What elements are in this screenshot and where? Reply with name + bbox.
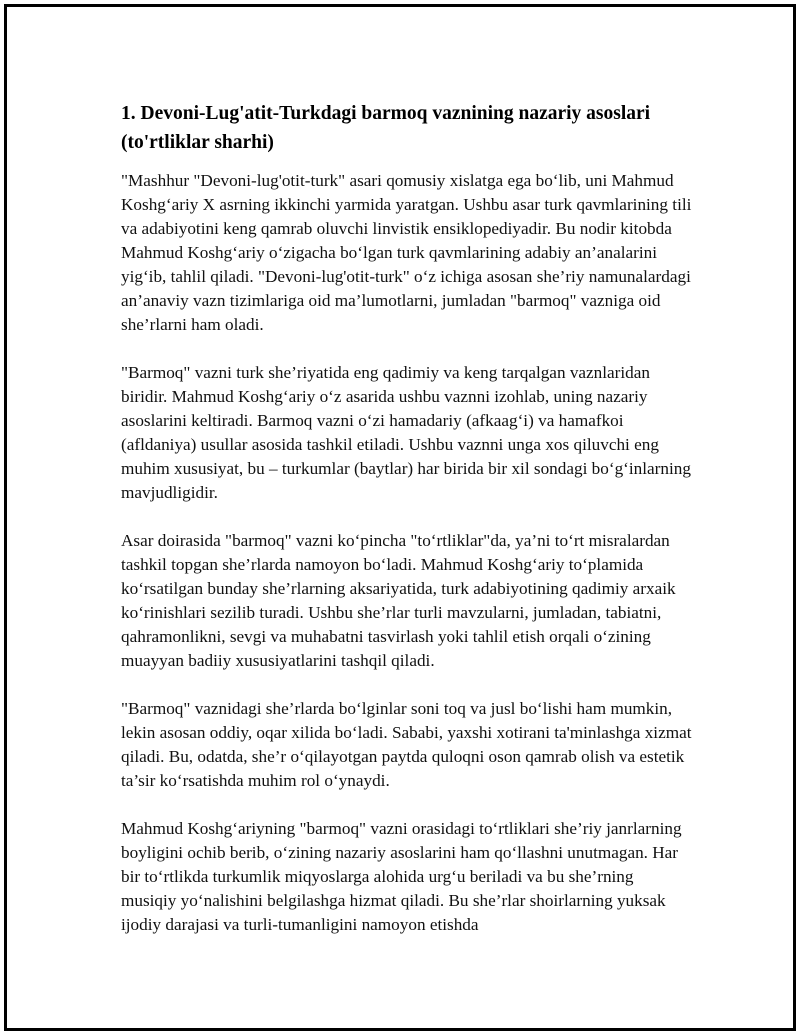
paragraph-1: "Mashhur "Devoni-lug'otit-turk" asari qomusiy xislatga ega bo‘lib, uni Mahmud Koshg‘ariy X asrning ikkinchi yarmida yaratgan. Ushbu asar turk qavmlarining tili va adabiyotini keng qamrab oluvchi linvistik ensiklopediyadir. Bu nodir kitobda Mahmud Koshg‘ariy o‘zigacha bo‘lgan turk qavmlarining adabiy an’analarini yig‘ib, tahlil qiladi. "Devoni-lug'otit-turk" o‘z ichiga asosan she’riy namunalardagi an’anaviy vazn tizimlariga oid ma’lumotlarni, jumladan "barmoq" vazniga oid she’rlarni ham oladi. bbox=[121, 171, 692, 334]
paragraph-2: "Barmoq" vazni turk she’riyatida eng qadimiy va keng tarqalgan vaznlaridan biridir. Mahmud Koshg‘ariy o‘z asarida ushbu vaznni izohlab, uning nazariy asoslarini keltiradi. Barmoq vazni o‘zi hamadariy (afkaag‘i) va hamafkoi (afldaniya) usullar asosida tashkil etiladi. Ushbu vaznni unga xos qiluvchi eng muhim xususiyat, bu – turkumlar (baytlar) har birida bir xil sondagi bo‘g‘inlarning mavjudligidir. bbox=[121, 363, 691, 502]
document-body bbox=[121, 99, 693, 961]
paragraph-4: "Barmoq" vaznidagi she’rlarda bo‘lginlar soni toq va jusl bo‘lishi ham mumkin, lekin asosan oddiy, oqar xilida bo‘ladi. Sababi, yaxshi xotirani ta'minlashga xizmat qiladi. Bu, odatda, she’r o‘qilayotgan paytda quloqni oson qamrab olish va estetik ta’sir ko‘rsatishda muhim rol o‘ynaydi. bbox=[121, 699, 692, 790]
paragraph-3: Asar doirasida "barmoq" vazni ko‘pincha "to‘rtliklar"da, ya’ni to‘rt misralardan tashkil topgan she’rlarda namoyon bo‘ladi. Mahmud Koshg‘ariy to‘plamida ko‘rsatilgan bunday she’rlarning aksariyatida, turk adabiyotining qadimiy arxaik ko‘rinishlari sezilib turadi. Ushbu she’rlar turli mavzularni, jumladan, tabiatni, qahramonlikni, sevgi va muhabatni tasvirlash yoki tahlil etish orqali o‘zining muayyan badiiy xususiyatlarini tashqil qiladi. bbox=[121, 531, 676, 670]
paragraph-5: Mahmud Koshg‘ariyning "barmoq" vazni orasidagi to‘rtliklari she’riy janrlarning boyligini ochib berib, o‘zining nazariy asoslarini ham qo‘llashni unutmagan. Har bir to‘rtlikda turkumlik miqyoslarga alohida urg‘u beriladi va bu she’rning musiqiy yo‘nalishini belgilashga hizmat qiladi. Bu she’rlar shoirlarning yuksak ijodiy darajasi va turli-tumanligini namoyon etishda bbox=[121, 819, 682, 934]
section-heading: 1. Devoni-Lug'atit-Turkdagi barmoq vaznining nazariy asoslari (to'rtliklar sharhi) bbox=[121, 103, 651, 153]
page-frame bbox=[4, 4, 796, 1031]
